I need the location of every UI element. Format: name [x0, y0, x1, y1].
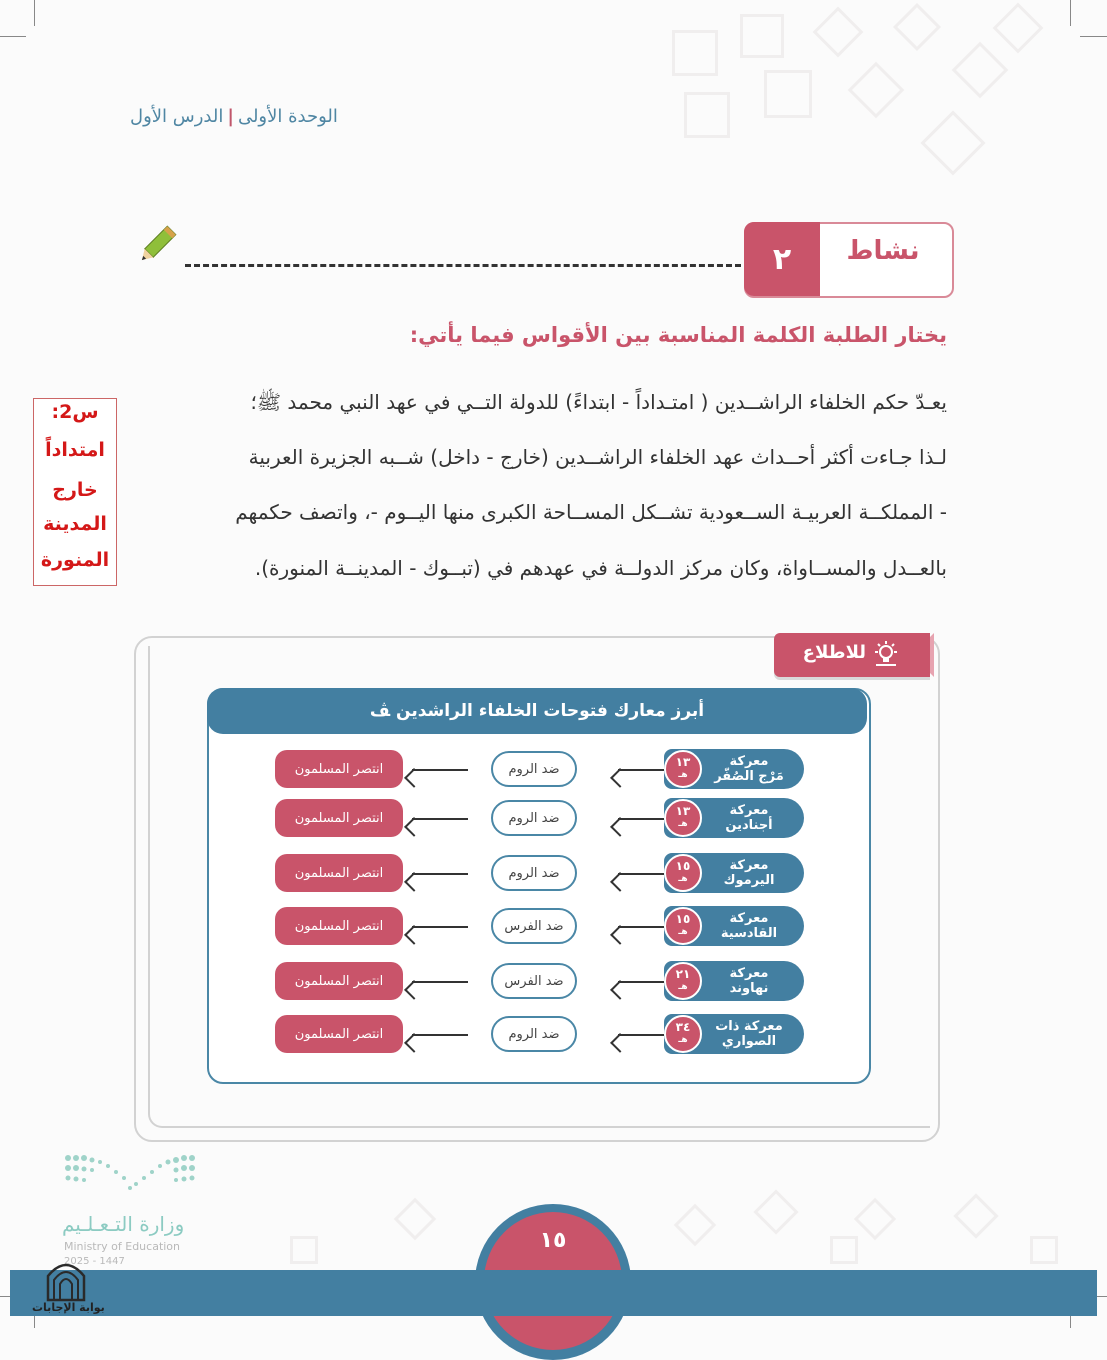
battle-result: انتصر المسلمون — [275, 962, 403, 1000]
battle-result: انتصر المسلمون — [275, 750, 403, 788]
battle-opponent: ضد الروم — [491, 855, 577, 891]
battle-year: ١٥ — [675, 912, 691, 926]
portal-logo-icon — [44, 1256, 88, 1302]
battle-year: ٢١ — [675, 967, 691, 981]
battle-year: ١٣ — [675, 755, 691, 769]
page-number: ١٥ — [539, 1228, 567, 1253]
battle-year: ١٥ — [675, 859, 691, 873]
battle-name-line1: معركة ذات — [715, 1019, 783, 1034]
answer-text: امتداداً — [45, 439, 105, 461]
breadcrumb — [130, 106, 338, 127]
battle-name-line2: اليرموك — [723, 873, 775, 888]
crop-mark — [0, 36, 26, 37]
battle-year-suffix: هـ — [678, 982, 688, 992]
arrow-left-icon — [412, 981, 468, 983]
lesson-label: الدرس الأول — [130, 106, 224, 127]
battle-year-badge — [664, 1015, 702, 1053]
battle-name-line1: معركة — [729, 858, 769, 873]
battle-result: انتصر المسلمون — [275, 854, 403, 892]
battle-year-badge — [664, 907, 702, 945]
crop-mark — [1080, 36, 1107, 37]
battle-result: انتصر المسلمون — [275, 799, 403, 837]
question-instruction: يختار الطلبة الكلمة المناسبة بين الأقواس فيما يأتي: — [409, 323, 947, 347]
answer-text: خارج — [52, 479, 98, 501]
paragraph-line: - المملكــة العربيـة الســعودية تشــكل المســاحة الكبرى منها اليــوم -، واتصف حكمهم — [235, 500, 947, 524]
arrow-left-icon — [412, 873, 468, 875]
battle-opponent: ضد الفرس — [491, 963, 577, 999]
ministry-name-arabic: وزارة التـعـلـيم — [62, 1212, 185, 1236]
battle-opponent: ضد الروم — [491, 1016, 577, 1052]
arrow-left-icon — [618, 818, 664, 820]
arrow-left-icon — [618, 873, 664, 875]
battle-name-line1: معركة — [729, 911, 769, 926]
breadcrumb-separator: | — [227, 106, 234, 127]
battle-result: انتصر المسلمون — [275, 907, 403, 945]
ministry-year: 2025 - 1447 — [64, 1256, 125, 1267]
battles-panel-title: أبرز معارك فتوحات الخلفاء الراشدين ﭫ — [207, 688, 867, 734]
battle-opponent: ضد الروم — [491, 800, 577, 836]
battle-name-line2: نهاوند — [729, 981, 769, 996]
ministry-logo-icon — [62, 1152, 200, 1200]
lightbulb-icon — [872, 640, 900, 668]
battle-name-line1: معركة — [729, 803, 769, 818]
activity-number: ٢ — [744, 222, 820, 296]
battle-name-line1: معركة — [729, 966, 769, 981]
arrow-left-icon — [412, 926, 468, 928]
battle-opponent: ضد الروم — [491, 751, 577, 787]
pencil-icon — [132, 222, 180, 270]
battle-year-suffix: هـ — [678, 1035, 688, 1045]
dashed-divider — [185, 264, 741, 267]
unit-label: الوحدة الأولى — [237, 106, 338, 127]
battle-result: انتصر المسلمون — [275, 1015, 403, 1053]
battle-name-line2: الصواري — [721, 1034, 777, 1049]
battle-year-suffix: هـ — [678, 819, 688, 829]
paragraph-line: لـذا جـاءت أكثر أحــداث عهد الخلفاء الراشــدين (خارج - داخل) شــبه الجزيرة العربية — [248, 445, 947, 469]
battle-name-line2: القادسية — [720, 926, 778, 941]
battle-year: ١٣ — [675, 804, 691, 818]
arrow-left-icon — [618, 926, 664, 928]
battle-name-line2: أجنادين — [725, 818, 773, 833]
paragraph-line: بالعــدل والمســاواة، وكان مركز الدولــة في عهدهم في (تبــوك - المدينــة المنورة). — [254, 556, 947, 580]
crop-mark — [34, 0, 35, 26]
answer-text: المنورة — [40, 549, 110, 571]
answer-question-label: س2: — [51, 401, 99, 423]
battle-year-suffix: هـ — [678, 874, 688, 884]
battle-year-suffix: هـ — [678, 770, 688, 780]
battle-name-line1: معركة — [729, 754, 769, 769]
info-tab-label: للاطلاع — [802, 642, 866, 663]
battle-year-suffix: هـ — [678, 927, 688, 937]
portal-label: بوابة الإجابات — [32, 1301, 105, 1314]
arrow-left-icon — [618, 769, 664, 771]
arrow-left-icon — [412, 818, 468, 820]
crop-mark — [1070, 0, 1071, 26]
arrow-left-icon — [412, 1034, 468, 1036]
battle-year-badge — [664, 962, 702, 1000]
activity-label: نشاط — [846, 236, 920, 266]
battle-opponent: ضد الفرس — [491, 908, 577, 944]
arrow-left-icon — [618, 1034, 664, 1036]
battle-name-line2: مَرْج الصُفّر — [714, 769, 784, 784]
answer-box — [33, 398, 117, 586]
answer-text: المدينة — [43, 513, 107, 535]
battle-year-badge — [664, 750, 702, 788]
ministry-name-english: Ministry of Education — [64, 1240, 181, 1253]
footer-bar — [10, 1270, 1097, 1316]
arrow-left-icon — [618, 981, 664, 983]
battle-year-badge — [664, 799, 702, 837]
arrow-left-icon — [412, 769, 468, 771]
paragraph-line: يعـدّ حكم الخلفاء الراشــدين ( امتـداداً - ابتداءً) للدولة التــي في عهد النبي محمد ﷺ؛ — [250, 390, 947, 414]
battle-year: ٣٤ — [675, 1020, 691, 1034]
battle-year-badge — [664, 854, 702, 892]
